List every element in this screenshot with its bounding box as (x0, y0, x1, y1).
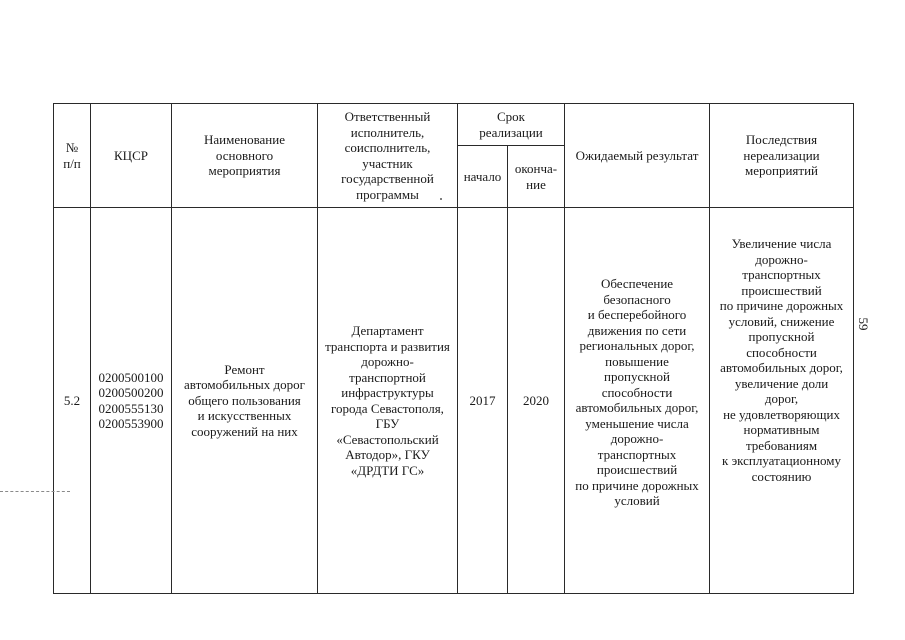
header-num: № п/п (54, 104, 91, 208)
header-term: Срок реализации (458, 104, 565, 146)
row-end-year: 2020 (508, 208, 565, 594)
table-row (54, 208, 854, 594)
page-number: 59 (856, 317, 871, 331)
row-responsible: Департамент транспорта и развития дорожно- транспортной инфраструктуры города Севастополя, ГБУ «Севастопольский Автодор», ГКУ «ДРДТИ ГС» (318, 208, 458, 594)
header-consequences: Последствия нереализации мероприятий (710, 104, 854, 208)
header-start: начало (458, 146, 508, 208)
row-expected-result: Обеспечение безопасного и бесперебойного движения по сети региональных дорог, повышение пропускной способности автомобильных дорог, уменьшение числа дорожно- транспортных происшествий по причине дорожных условий (565, 208, 710, 594)
scan-dash-line (0, 491, 70, 492)
row-measure-name: Ремонт автомобильных дорог общего пользования и искусственных сооружений на них (172, 208, 318, 594)
scan-dot (440, 198, 442, 200)
row-consequences: Увеличение числа дорожно- транспортных происшествий по причине дорожных условий, снижение пропускной способности автомобильных дорог, увеличение доли дорог, не удовлетворяющих нормативным требованиям к эксплуатационному состоянию (710, 208, 854, 594)
row-kcsr-codes: 0200500100 0200500200 0200555130 0200553900 (91, 208, 172, 594)
row-num: 5.2 (54, 208, 91, 594)
row-start-year: 2017 (458, 208, 508, 594)
header-responsible: Ответственный исполнитель, соисполнитель, участник государственной программы (318, 104, 458, 208)
header-end: оконча- ние (508, 146, 565, 208)
header-measure-name: Наименование основного мероприятия (172, 104, 318, 208)
program-measures-table (53, 103, 854, 594)
header-kcsr: КЦСР (91, 104, 172, 208)
header-row-1 (54, 104, 854, 146)
header-expected-result: Ожидаемый результат (565, 104, 710, 208)
